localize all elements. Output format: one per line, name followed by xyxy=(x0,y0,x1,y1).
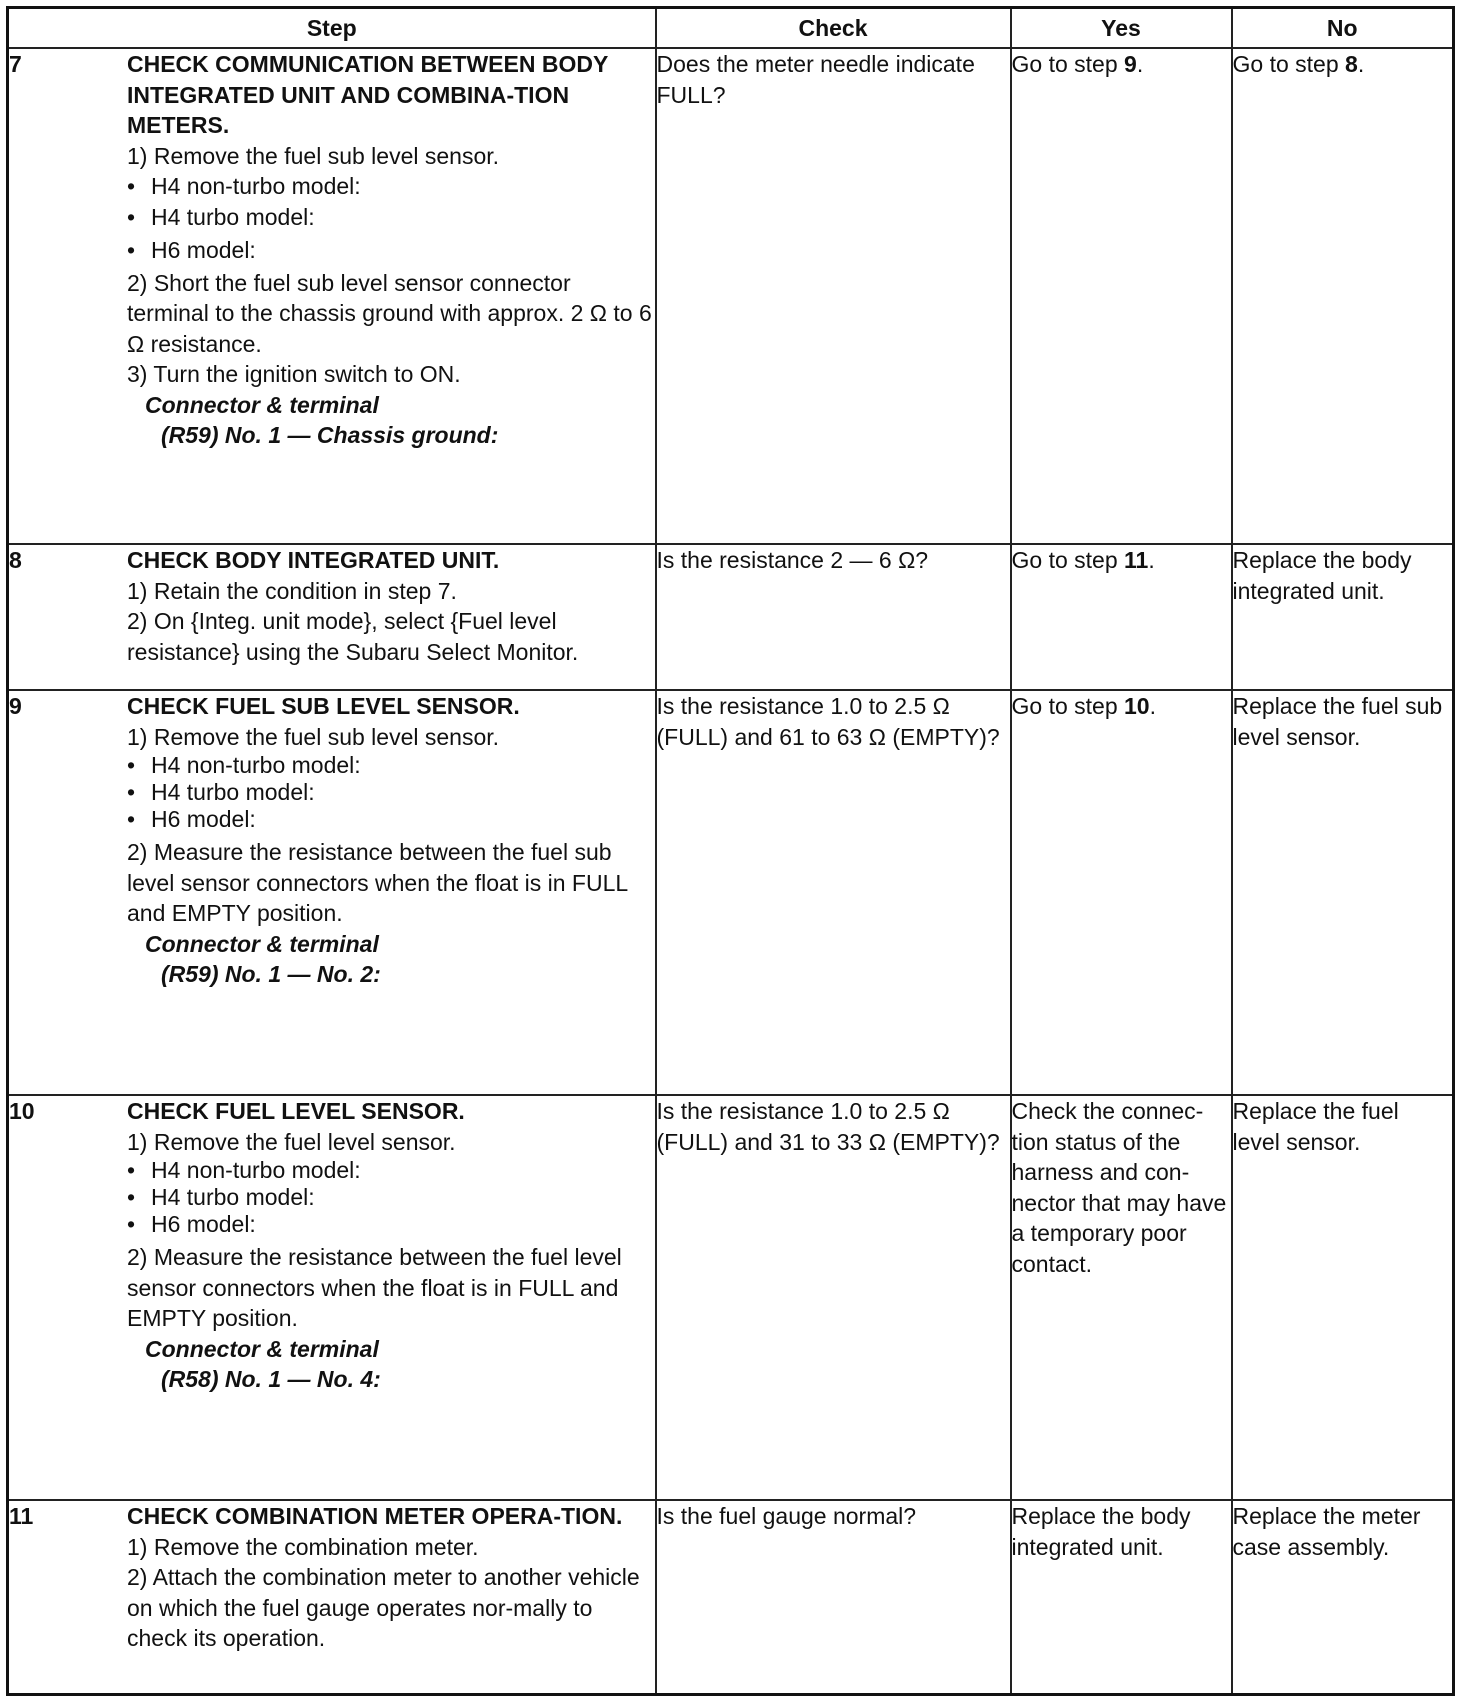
step-cell xyxy=(8,48,656,544)
step-title: CHECK FUEL LEVEL SENSOR. xyxy=(127,1098,465,1124)
check-cell: Is the resistance 2 — 6 Ω? xyxy=(656,544,1011,690)
no-cell: Replace the fuel sub level sensor. xyxy=(1232,690,1454,1095)
bullet-item: • H4 turbo model: xyxy=(127,1184,315,1210)
step-body xyxy=(127,1501,655,1654)
bullet-item: • H6 model: xyxy=(127,237,256,263)
bullet-item: • H6 model: xyxy=(127,1211,256,1237)
check-cell: Does the meter needle indicate FULL? xyxy=(656,48,1011,544)
bullet-item: • H6 model: xyxy=(127,806,256,832)
bullet-item: • H4 non-turbo model: xyxy=(127,173,361,199)
yes-cell: Replace the body integrated unit. xyxy=(1011,1500,1232,1694)
check-cell: Is the fuel gauge normal? xyxy=(656,1500,1011,1694)
step-line: 1) Retain the condition in step 7. xyxy=(127,577,457,604)
step-line: 1) Remove the fuel sub level sensor. xyxy=(127,723,500,750)
bullet-item: • H4 non-turbo model: xyxy=(127,1157,361,1183)
connector-label: Connector & terminal xyxy=(145,1335,379,1362)
step-line: 3) Turn the ignition switch to ON. xyxy=(127,361,461,387)
step-line: 2) Attach the combination meter to another vehicle on which the fuel gauge operates nor-mally to check its operation. xyxy=(127,1564,640,1651)
step-cell xyxy=(8,544,656,690)
table-row-step-7 xyxy=(8,48,1454,544)
bullet-item: • H4 turbo model: xyxy=(127,779,315,805)
check-cell: Is the resistance 1.0 to 2.5 Ω (FULL) and 61 to 63 Ω (EMPTY)? xyxy=(656,690,1011,1095)
no-cell: Replace the meter case assembly. xyxy=(1232,1500,1454,1694)
header-step: Step xyxy=(8,8,656,49)
bullet-item: • H4 non-turbo model: xyxy=(127,752,361,778)
connector-label: Connector & terminal xyxy=(145,930,379,957)
connector-value: (R58) No. 1 — No. 4: xyxy=(161,1366,381,1392)
step-body xyxy=(127,691,655,990)
header-check: Check xyxy=(656,8,1011,49)
table-row-step-9 xyxy=(8,690,1454,1095)
table-row-step-11 xyxy=(8,1500,1454,1694)
check-cell: Is the resistance 1.0 to 2.5 Ω (FULL) and 31 to 33 Ω (EMPTY)? xyxy=(656,1095,1011,1500)
step-title: CHECK BODY INTEGRATED UNIT. xyxy=(127,547,500,573)
step-line: 1) Remove the combination meter. xyxy=(127,1533,479,1560)
step-number: 9 xyxy=(9,693,22,719)
step-line: 2) On {Integ. unit mode}, select {Fuel level resistance} using the Subaru Select Monitor. xyxy=(127,608,579,665)
header-row xyxy=(8,8,1454,49)
connector-label: Connector & terminal xyxy=(145,391,379,418)
step-line: 2) Measure the resistance between the fuel sub level sensor connectors when the float is in FULL and EMPTY position. xyxy=(127,839,628,926)
yes-cell: Check the connec-tion status of the harness and con-nector that may have a temporary poor contact. xyxy=(1011,1095,1232,1500)
table-row-step-8 xyxy=(8,544,1454,690)
step-number: 8 xyxy=(9,547,22,573)
step-number: 10 xyxy=(9,1098,35,1124)
bullet-item: • H4 turbo model: xyxy=(127,203,315,230)
step-title: CHECK FUEL SUB LEVEL SENSOR. xyxy=(127,693,520,719)
step-body xyxy=(127,49,655,451)
step-title: CHECK COMMUNICATION BETWEEN BODY INTEGRATED UNIT AND COMBINA-TION METERS. xyxy=(127,51,608,138)
connector-value: (R59) No. 1 — No. 2: xyxy=(161,961,381,987)
no-cell: Go to step 8. xyxy=(1232,48,1454,544)
table-row-step-10 xyxy=(8,1095,1454,1500)
step-title: CHECK COMBINATION METER OPERA-TION. xyxy=(127,1503,623,1529)
step-cell xyxy=(8,690,656,1095)
step-line: 2) Measure the resistance between the fuel level sensor connectors when the float is in FULL and EMPTY position. xyxy=(127,1244,622,1331)
connector-value: (R59) No. 1 — Chassis ground: xyxy=(161,422,499,448)
header-no: No xyxy=(1232,8,1454,49)
header-yes: Yes xyxy=(1011,8,1232,49)
step-cell xyxy=(8,1095,656,1500)
step-number: 7 xyxy=(9,51,22,77)
no-cell: Replace the body integrated unit. xyxy=(1232,544,1454,690)
yes-cell: Go to step 10. xyxy=(1011,690,1232,1095)
yes-cell: Go to step 11. xyxy=(1011,544,1232,690)
step-cell xyxy=(8,1500,656,1694)
step-body xyxy=(127,545,655,667)
step-line: 1) Remove the fuel sub level sensor. xyxy=(127,142,500,169)
step-line: 2) Short the fuel sub level sensor connector terminal to the chassis ground with approx. 2 Ω to 6 Ω resistance. xyxy=(127,269,652,357)
yes-cell: Go to step 9. xyxy=(1011,48,1232,544)
step-line: 1) Remove the fuel level sensor. xyxy=(127,1128,456,1155)
diagnostic-table xyxy=(6,6,1455,1696)
no-cell: Replace the fuel level sensor. xyxy=(1232,1095,1454,1500)
step-body xyxy=(127,1096,655,1395)
step-number: 11 xyxy=(9,1503,34,1529)
